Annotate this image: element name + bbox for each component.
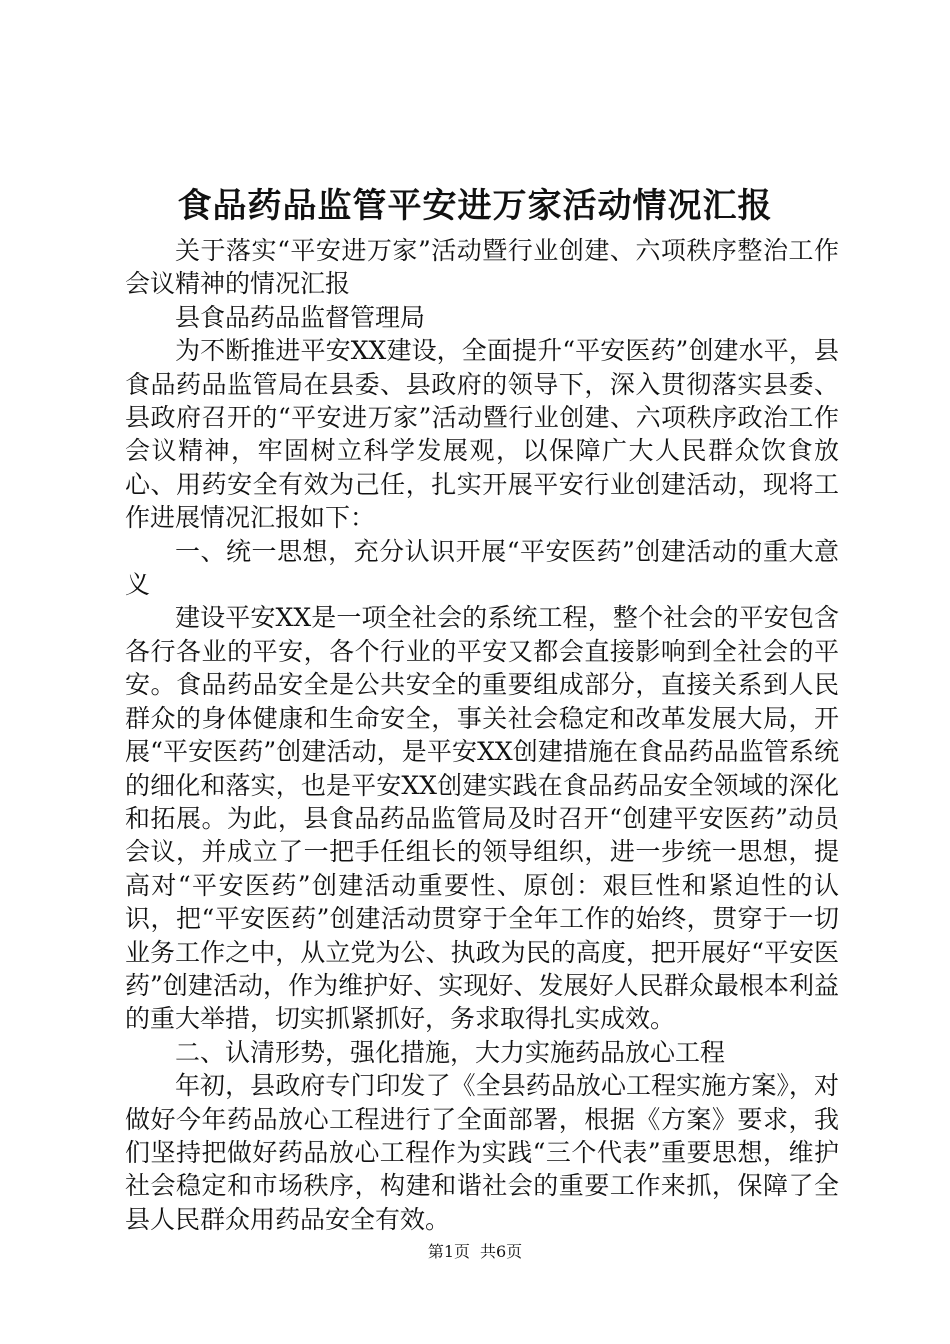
- document-body: [125, 234, 839, 1236]
- section-2-paragraph: 年初，县政府专门印发了《全县药品放心工程实施方案》，对做好今年药品放心工程进行了全面部署，根据《方案》要求，我们坚持把做好药品放心工程作为实践“三个代表”重要思想，维护社会稳定和市场秩序，构建和谐社会的重要工作来抓，保障了全县人民群众用药品安全有效。: [125, 1071, 839, 1234]
- section-heading-1: 一、统一思想，充分认识开展“平安医药”创建活动的重大意义: [125, 536, 839, 600]
- section-1-paragraph: 建设平安XX是一项全社会的系统工程，整个社会的平安包含各行各业的平安，各个行业的平安又都会直接影响到全社会的平安。食品药品安全是公共安全的重要组成部分，直接关系到人民群众的身体健康和生命安全，事关社会稳定和改革发展大局，开展“平安医药”创建活动，是平安XX创建措施在食品药品监管系统的细化和落实，也是平安XX创建实践在食品药品安全领域的深化和拓展。为此，县食品药品监管局及时召开“创建平安医药”动员会议，并成立了一把手任组长的领导组织，进一步统一思想，提高对“平安医药”创建活动重要性、原创：艰巨性和紧迫性的认识，把“平安医药”创建活动贯穿于全年工作的始终，贯穿于一切业务工作之中，从立党为公、执政为民的高度，把开展好“平安医药”创建活动，作为维护好、实现好、发展好人民群众最根本利益的重大举措，切实抓紧抓好，务求取得扎实成效。: [125, 603, 839, 1034]
- section-heading-2: 二、认清形势，强化措施，大力实施药品放心工程: [175, 1037, 726, 1067]
- page-number: 第1页: [427, 1242, 470, 1261]
- page-footer: [0, 1240, 950, 1264]
- subtitle-paragraph: 关于落实“平安进万家”活动暨行业创建、六项秩序整治工作会议精神的情况汇报: [125, 236, 839, 299]
- intro-paragraph: 为不断推进平安XX建设，全面提升“平安医药”创建水平，县食品药品监管局在县委、县政府的领导下，深入贯彻落实县委、县政府召开的“平安进万家”活动暨行业创建、六项秩序政治工作会议精神，牢固树立科学发展观，以保障广大人民群众饮食放心、用药安全有效为己任，扎实开展平安行业创建活动，现将工作进展情况汇报如下：: [125, 336, 839, 533]
- document-title: 食品药品监管平安进万家活动情况汇报: [177, 186, 773, 226]
- page-total: 共6页: [480, 1242, 523, 1261]
- issuer-paragraph: 县食品药品监督管理局: [175, 302, 426, 332]
